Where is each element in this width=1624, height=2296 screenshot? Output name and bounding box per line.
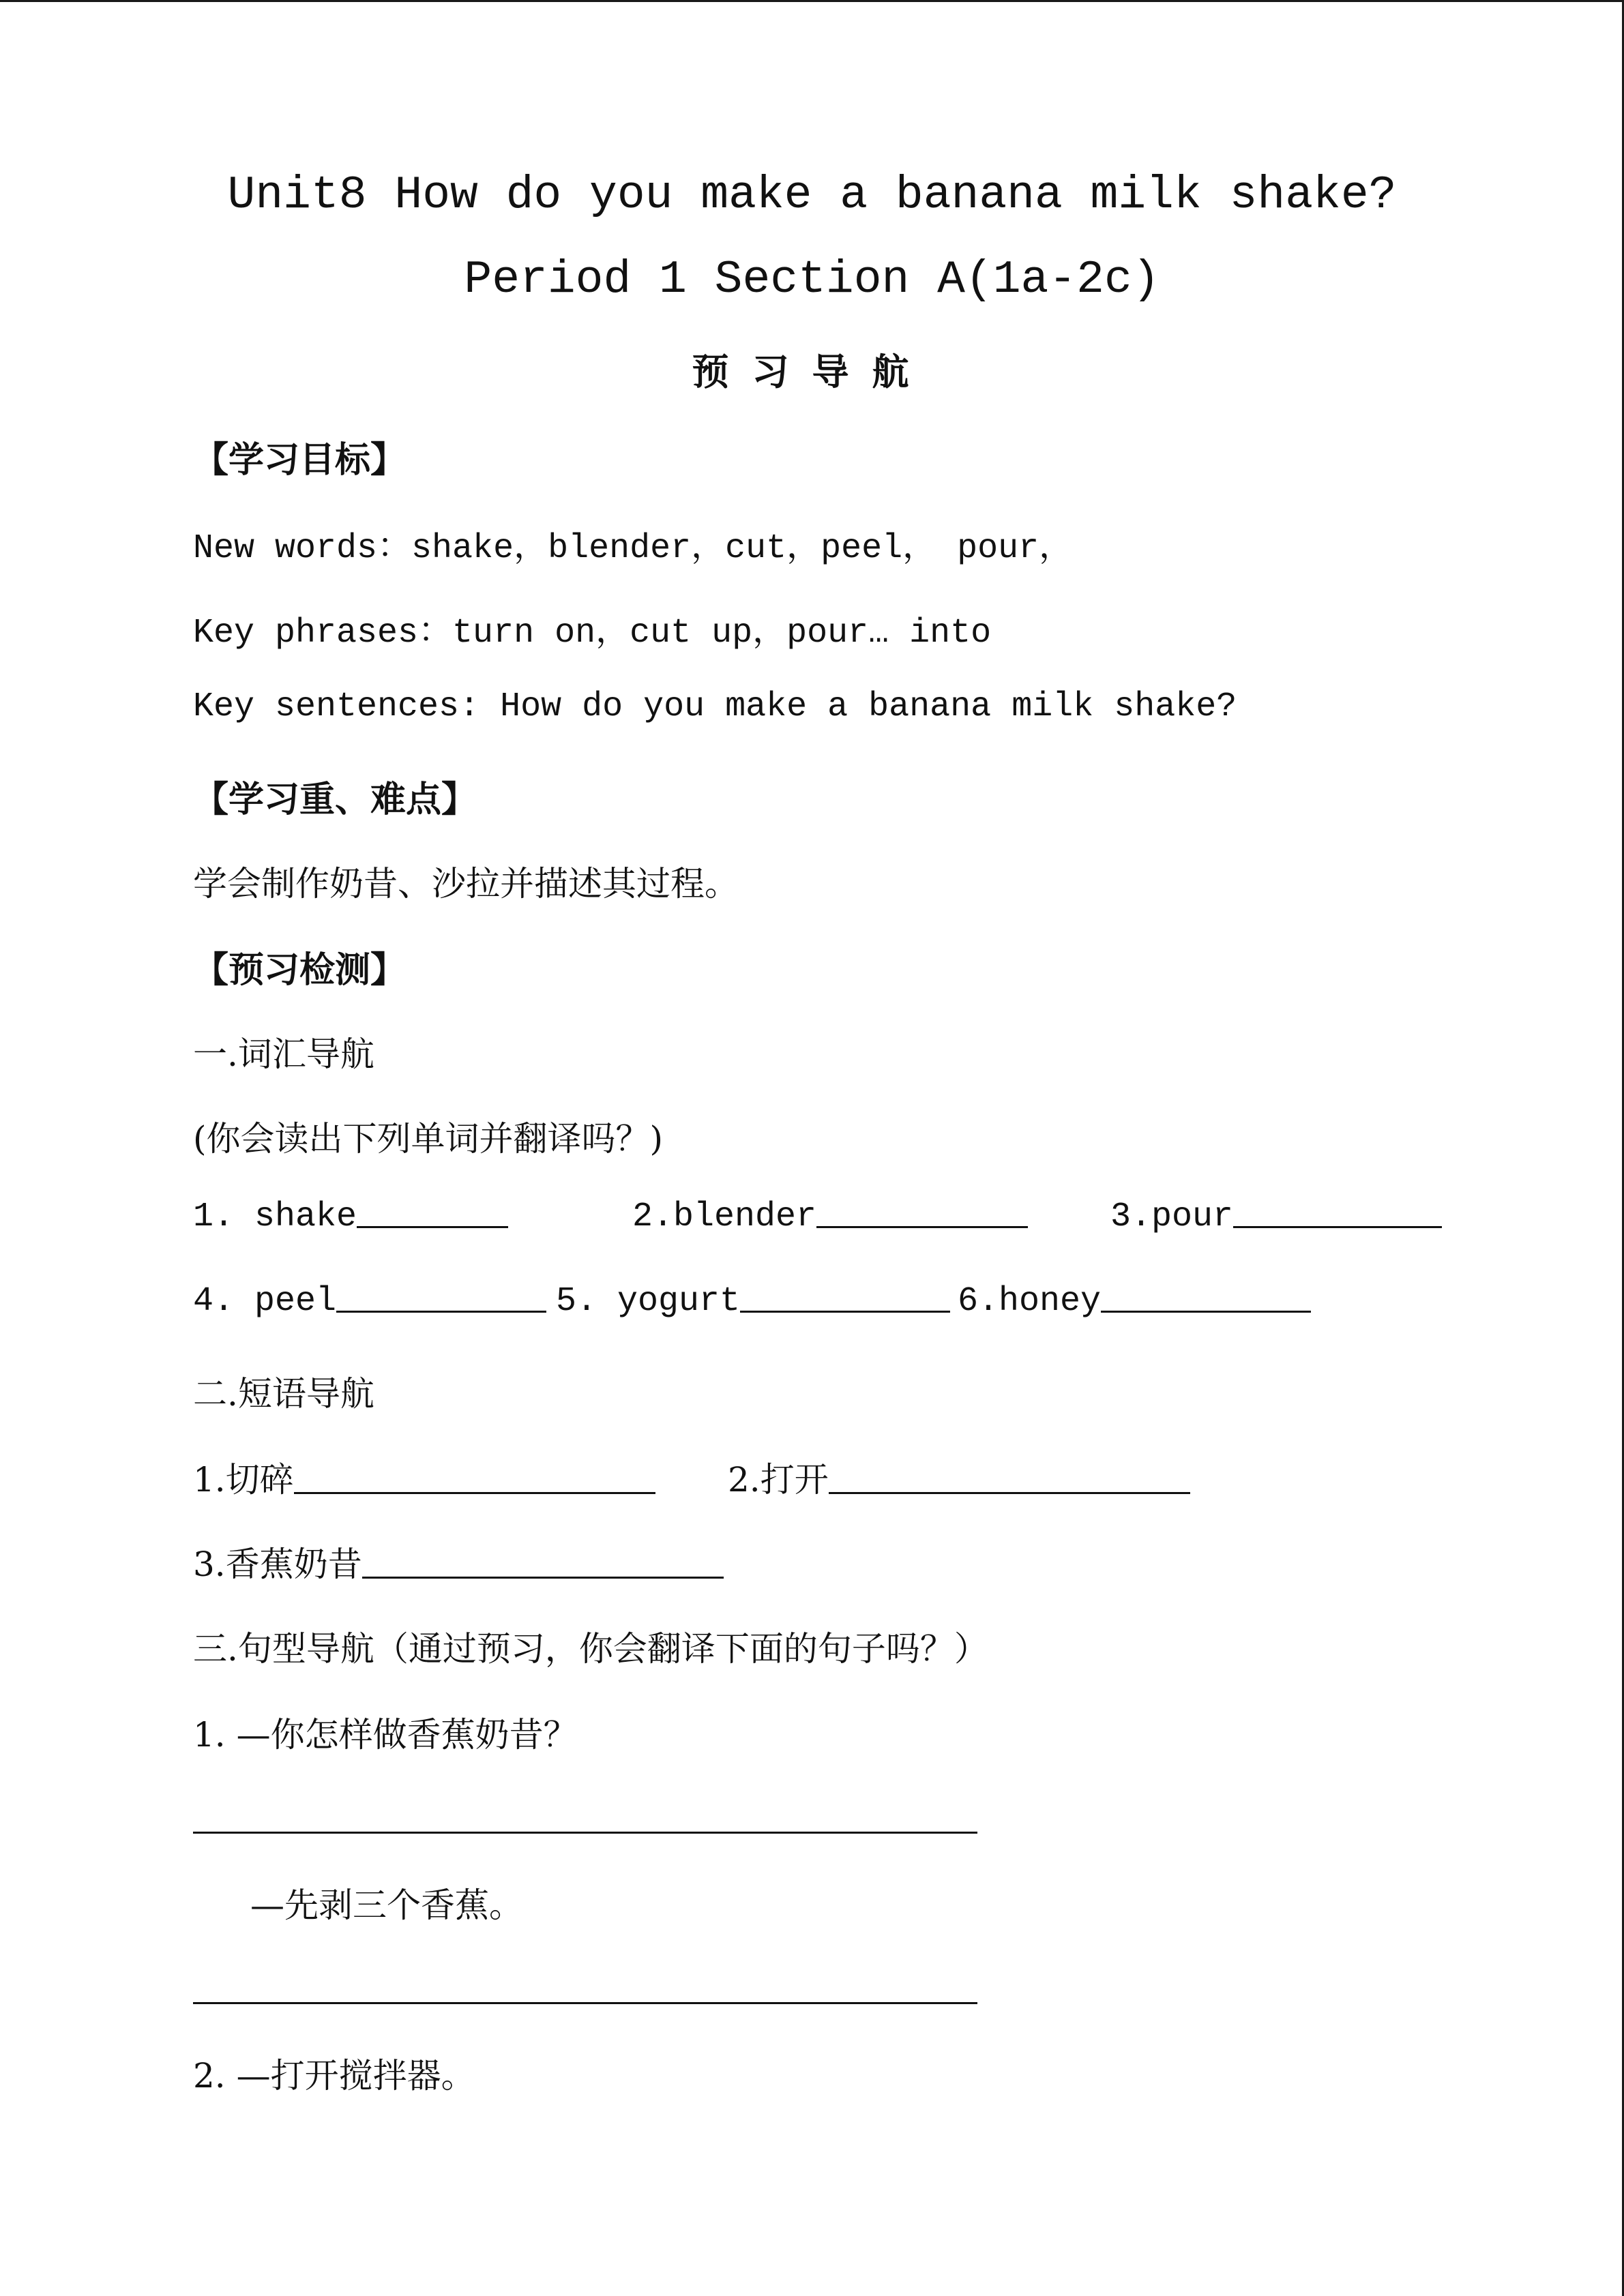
vocab-item-blender [632,1197,1028,1236]
new-words: New words：shake，blender，cut，peel， pour， [193,529,1074,568]
vocab-word: 4. peel [193,1282,337,1321]
sentence-q1-reply: —先剥三个香蕉。 [250,1885,523,1925]
phrase-label: 3.香蕉奶昔 [193,1545,362,1584]
key-points-text: 学会制作奶昔、沙拉并描述其过程。 [193,864,739,904]
answer-blank[interactable] [357,1226,508,1228]
answer-blank[interactable] [740,1311,950,1313]
phrase-item-turn-on [728,1452,1190,1502]
key-sentences: Key sentences: How do you make a banana milk shake? [193,687,1237,726]
answer-blank[interactable] [294,1492,655,1494]
phrase-item-banana-milk-shake [193,1537,724,1586]
sentences-title: 三.句型导航（通过预习，你会翻译下面的句子吗？） [193,1629,988,1669]
vocab-instruction: (你会读出下列单词并翻译吗？) [193,1119,664,1159]
vocab-word: 3.pour [1110,1197,1234,1236]
vocab-word: 1. shake [193,1197,357,1236]
key-phrases: Key phrases：turn on，cut up，pour… into [193,614,992,653]
phrase-label: 2.打开 [728,1460,829,1500]
vocab-word: 5. yogurt [556,1282,741,1321]
vocab-item-pour [1110,1197,1442,1236]
vocab-item-yogurt [556,1282,950,1321]
objectives-header: 【学习目标】 [193,440,407,481]
title-line-1: Unit8 How do you make a banana milk shake? [227,169,1397,222]
vocab-word: 2.blender [632,1197,817,1236]
answer-blank[interactable] [362,1577,724,1579]
answer-line[interactable] [193,1832,977,1834]
answer-blank[interactable] [816,1226,1028,1228]
phrase-item-cut-up [193,1452,655,1502]
answer-blank[interactable] [336,1311,546,1313]
sentence-q2: 2. —打开搅拌器。 [193,2056,475,2096]
page-border-top [0,0,1624,2]
vocab-item-honey [958,1282,1311,1321]
subheading: 预习导航 [692,351,932,393]
title-line-2: Period 1 Section A(1a-2c) [464,254,1160,306]
answer-line[interactable] [193,2002,977,2004]
vocab-title: 一.词汇导航 [193,1034,374,1074]
vocab-word: 6.honey [958,1282,1102,1321]
answer-blank[interactable] [1233,1226,1442,1228]
phrases-title: 二.短语导航 [193,1374,374,1414]
vocab-item-peel [193,1282,546,1321]
preview-check-header: 【预习检测】 [193,950,407,991]
answer-blank[interactable] [829,1492,1190,1494]
key-points-header: 【学习重、难点】 [193,779,477,820]
sentence-q1: 1. —你怎样做香蕉奶昔？ [193,1715,578,1755]
vocab-item-shake [193,1197,508,1236]
answer-blank[interactable] [1101,1311,1311,1313]
phrase-label: 1.切碎 [193,1460,294,1500]
